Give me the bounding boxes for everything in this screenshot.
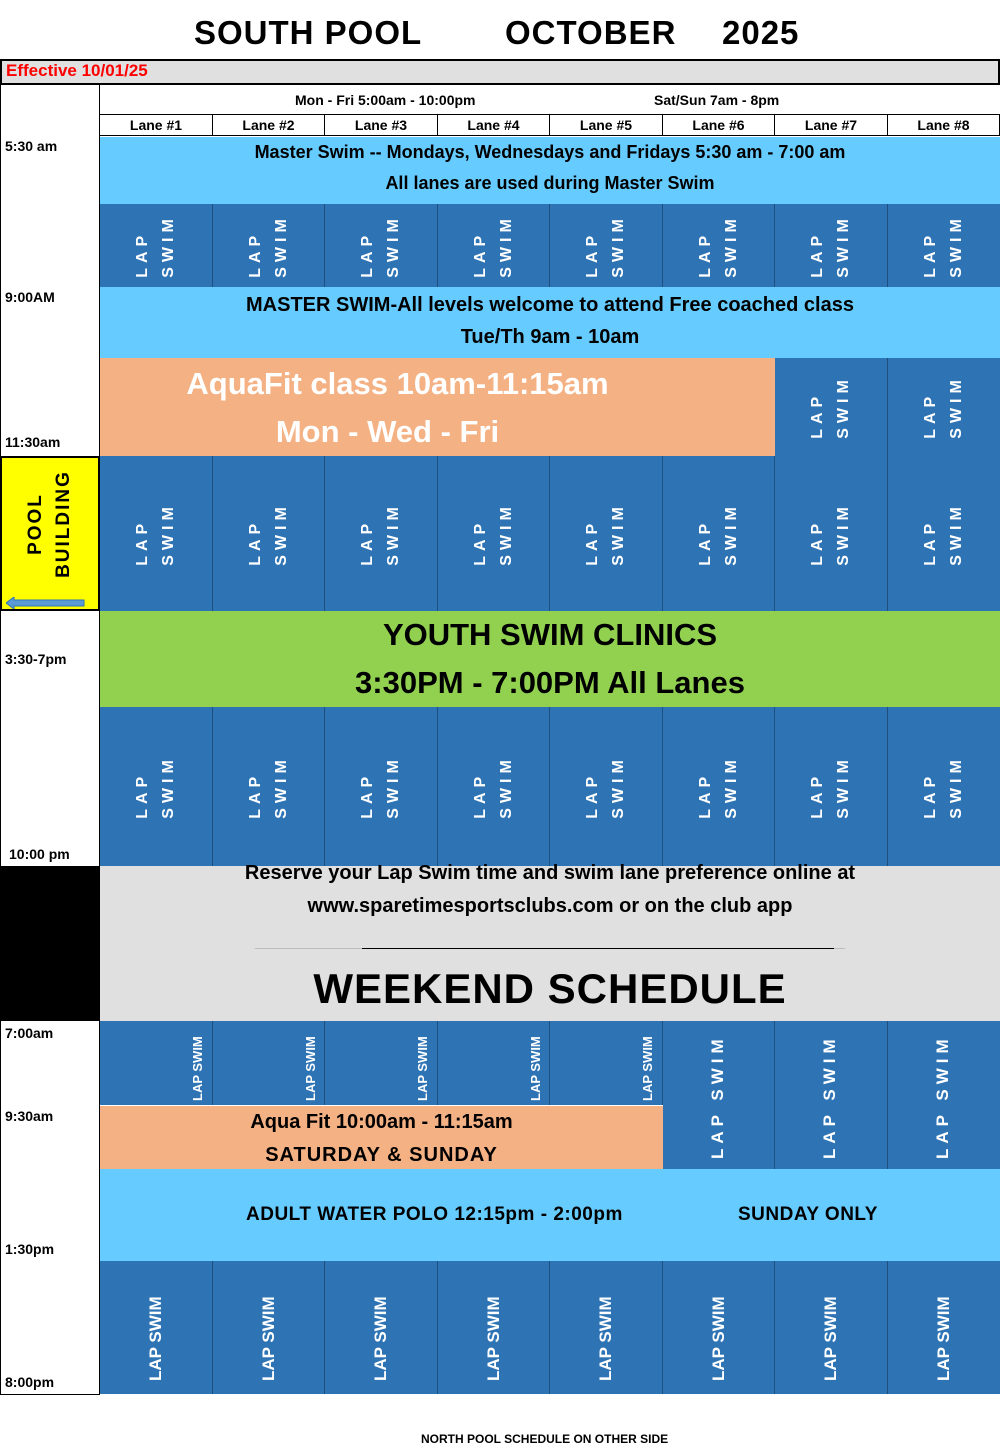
lap-swim-row-evening <box>100 707 1000 866</box>
lap-swim-cell: LAP SWIM <box>550 1261 663 1394</box>
effective-date: Effective 10/01/25 <box>0 59 1000 85</box>
lap-swim-cell: LAP SWIM <box>325 1261 438 1394</box>
weekend-lap-row-afternoon <box>100 1261 1000 1394</box>
lap-swim-cell: LAP SWIM <box>100 1261 213 1394</box>
lap-swim-cell: LAP SWIM <box>550 204 663 287</box>
aquafit-line2: Mon - Wed - Fri <box>275 414 500 449</box>
youth-line2: 3:30PM - 7:00PM All Lanes <box>355 665 745 700</box>
aquafit-line1: AquaFit class 10am-11:15am <box>186 366 609 401</box>
time-label: 11:30am <box>5 434 61 450</box>
lap-swim-cell: LAP SWIM <box>922 213 965 278</box>
lap-swim-cell: LAP SWIM <box>100 456 213 611</box>
pool-building-line1: POOL <box>25 493 46 556</box>
lap-swim-cell: LAP SWIM <box>922 501 965 566</box>
master-swim-block <box>100 137 1000 204</box>
pool-name: SOUTH POOL <box>194 14 423 51</box>
weekend-aquafit-line1: Aqua Fit 10:00am - 11:15am <box>250 1111 513 1133</box>
footer-note: NORTH POOL SCHEDULE ON OTHER SIDE <box>421 1432 669 1446</box>
weekday-hours: Mon - Fri 5:00am - 10:00pm <box>295 92 476 108</box>
time-label: 8:00pm <box>5 1374 55 1390</box>
lap-swim-cell: LAP SWIM <box>663 456 775 611</box>
lap-swim-cell: LAP SWIM <box>213 456 325 611</box>
lap-swim-cell: LAP SWIM <box>100 1021 213 1105</box>
weekend-title: WEEKEND SCHEDULE <box>313 965 787 1012</box>
lap-swim-cell: LAP SWIM <box>888 358 1000 456</box>
lap-swim-cell: LAP SWIM <box>438 456 550 611</box>
sunday-only-text: SUNDAY ONLY <box>738 1204 878 1225</box>
time-label: 3:30-7pm <box>5 651 67 667</box>
time-label: 1:30pm <box>5 1241 55 1257</box>
lap-swim-cell: LAP SWIM <box>438 707 550 866</box>
time-label: 9:00AM <box>5 289 55 305</box>
youth-clinics-block <box>100 611 1000 707</box>
lap-swim-cell: LAP SWIM <box>213 707 325 866</box>
water-polo-block <box>100 1169 1000 1261</box>
water-polo-text: ADULT WATER POLO 12:15pm - 2:00pm <box>246 1204 623 1225</box>
lap-swim-cell: LAP SWIM <box>438 204 550 287</box>
lap-swim-cell: LAP SWIM <box>663 204 775 287</box>
master-swim-line1: Master Swim -- Mondays, Wednesdays and Fridays 5:30 am - 7:00 am <box>254 142 846 162</box>
lane-header: Lane #6 <box>663 115 775 136</box>
time-column <box>0 85 100 1395</box>
master-swim-line2: All lanes are used during Master Swim <box>385 173 715 193</box>
master-swim-2-line1: MASTER SWIM-All levels welcome to attend Free coached class <box>246 294 854 316</box>
lane-header: Lane #8 <box>888 115 1000 136</box>
lap-swim-cell: LAP SWIM <box>438 1021 550 1105</box>
master-swim-2-line2: Tue/Th 9am - 10am <box>460 326 640 348</box>
lap-swim-cell: LAP SWIM <box>663 707 775 866</box>
lap-swim-cell: LAP SWIM <box>934 1296 953 1381</box>
lap-swim-cell: LAP SWIM <box>325 456 438 611</box>
lap-swim-cell: LAP SWIM <box>325 1021 438 1105</box>
lap-swim-cell: LAP SWIM <box>213 1261 325 1394</box>
month: OCTOBER <box>505 14 677 51</box>
lap-swim-cell: LAP SWIM <box>922 754 965 819</box>
lane-header: Lane #2 <box>213 115 325 136</box>
pool-building-marker <box>0 456 100 611</box>
weekend-hours: Sat/Sun 7am - 8pm <box>654 92 780 108</box>
lane-header: Lane #4 <box>438 115 550 136</box>
time-label: 5:30 am <box>5 138 58 154</box>
lap-swim-cell: LAP SWIM <box>775 358 888 456</box>
lap-swim-cell: LAP SWIM <box>213 204 325 287</box>
weekend-aquafit-block <box>100 1105 663 1169</box>
year: 2025 <box>722 14 800 51</box>
lap-swim-cell: LAP SWIM <box>550 707 663 866</box>
lane-header: Lane #3 <box>325 115 438 136</box>
time-label: 7:00am <box>5 1025 54 1041</box>
lap-swim-cell: LAP SWIM <box>100 204 213 287</box>
pool-building-line2: BUILDING <box>53 470 74 579</box>
lap-swim-cell: LAP SWIM <box>550 456 663 611</box>
page-title <box>0 14 1000 58</box>
lap-swim-cell: LAP SWIM <box>888 1021 1000 1169</box>
lap-swim-cell: LAP SWIM <box>325 707 438 866</box>
master-swim-coached-block <box>100 287 1000 358</box>
hours-header <box>100 85 1000 115</box>
lap-swim-cell: LAP SWIM <box>663 1261 775 1394</box>
reserve-line1: Reserve your Lap Swim time and swim lane preference online at <box>244 862 856 884</box>
lane-header: Lane #5 <box>550 115 663 136</box>
lap-swim-row-morning <box>100 204 1000 287</box>
lap-swim-cell: LAP SWIM <box>100 707 213 866</box>
lap-swim-cell: LAP SWIM <box>213 1021 325 1105</box>
lap-swim-cell: LAP SWIM <box>438 1261 550 1394</box>
lane-header: Lane #7 <box>775 115 888 136</box>
lap-swim-cell: LAP SWIM <box>775 204 888 287</box>
lap-swim-cell: LAP SWIM <box>775 707 888 866</box>
aquafit-block <box>100 358 775 456</box>
weekend-lap-row-early <box>100 1021 663 1105</box>
lap-swim-row-midday <box>100 456 1000 611</box>
lap-swim-cell: LAP SWIM <box>663 1021 775 1169</box>
divider-line <box>362 948 834 949</box>
time-label: 9:30am <box>5 1108 54 1124</box>
time-column-bottom <box>0 1394 100 1395</box>
youth-line1: YOUTH SWIM CLINICS <box>382 617 718 652</box>
lap-swim-cell: LAP SWIM <box>550 1021 663 1105</box>
time-label: 10:00 pm <box>9 846 70 862</box>
weekend-aquafit-line2: SATURDAY & SUNDAY <box>265 1144 498 1166</box>
lap-swim-cell: LAP SWIM <box>325 204 438 287</box>
reserve-line2: www.sparetimesportsclubs.com or on the club app <box>307 895 793 917</box>
lap-swim-cell: LAP SWIM <box>775 1021 888 1169</box>
lap-swim-cell: LAP SWIM <box>775 456 888 611</box>
reserve-info-block <box>100 862 1000 1021</box>
lap-swim-cell: LAP SWIM <box>775 1261 888 1394</box>
lane-header: Lane #1 <box>100 115 213 136</box>
arrow-left-icon <box>6 597 86 609</box>
black-divider-block <box>0 866 100 1021</box>
